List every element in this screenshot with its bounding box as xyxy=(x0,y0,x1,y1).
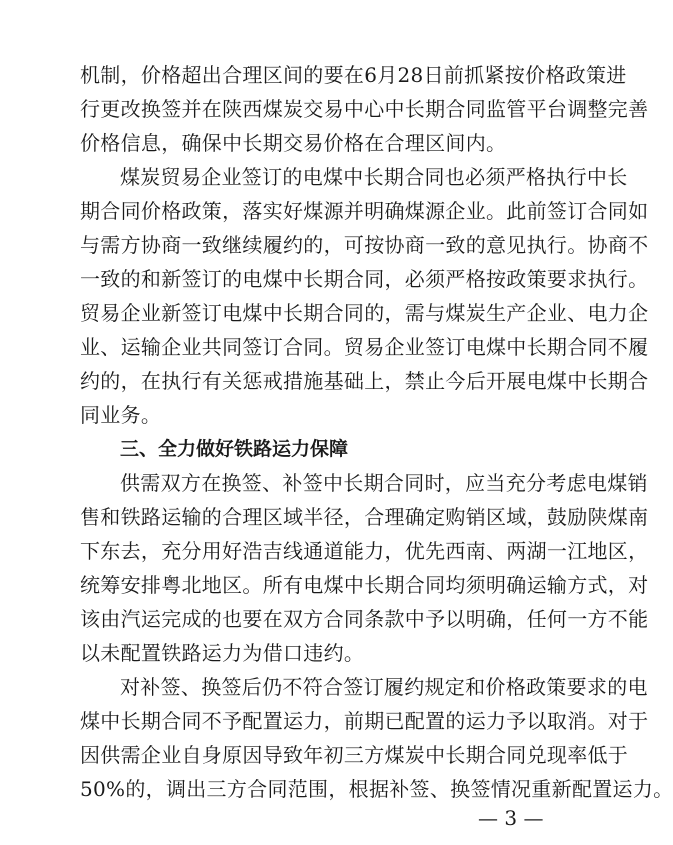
text-line: 售和铁路运输的合理区域半径，合理确定购销区域，鼓励陕煤南 xyxy=(80,505,649,529)
text-line: 供需双方在换签、补签中长期合同时，应当充分考虑电煤销 xyxy=(120,471,648,495)
text-line: 与需方协商一致继续履约的，可按协商一致的意见执行。协商不 xyxy=(80,233,649,257)
text-line: 机制，价格超出合理区间的要在6月28日前抓紧按价格政策进 xyxy=(80,63,627,87)
text-line: 煤中长期合同不予配置运力，前期已配置的运力予以取消。对于 xyxy=(80,709,649,733)
text-line: 价格信息，确保中长期交易价格在合理区间内。 xyxy=(80,131,507,155)
text-line: 煤炭贸易企业签订的电煤中长期合同也必须严格执行中长 xyxy=(120,165,628,189)
text-line: 行更改换签并在陕西煤炭交易中心中长期合同监管平台调整完善 xyxy=(80,97,649,121)
text-line: 贸易企业新签订电煤中长期合同的，需与煤炭生产企业、电力企 xyxy=(80,301,649,325)
text-line: 统筹安排粤北地区。所有电煤中长期合同均须明确运输方式，对 xyxy=(80,573,649,597)
text-line: 以未配置铁路运力为借口违约。 xyxy=(80,641,365,665)
page-number: — 3 — xyxy=(478,806,544,830)
text-line: 约的，在执行有关惩戒措施基础上，禁止今后开展电煤中长期合 xyxy=(80,369,649,393)
section-heading: 三、全力做好铁路运力保障 xyxy=(120,438,349,460)
text-line: 对补签、换签后仍不符合签订履约规定和价格政策要求的电 xyxy=(120,675,648,699)
text-line: 该由汽运完成的也要在双方合同条款中予以明确，任何一方不能 xyxy=(80,607,649,631)
text-line: 业、运输企业共同签订合同。贸易企业签订电煤中长期合同不履 xyxy=(80,335,649,359)
text-line: 50%的，调出三方合同范围，根据补签、换签情况重新配置运力。 xyxy=(80,777,673,801)
text-line: 同业务。 xyxy=(80,403,162,427)
text-line: 一致的和新签订的电煤中长期合同，必须严格按政策要求执行。 xyxy=(80,267,649,291)
text-line: 期合同价格政策，落实好煤源并明确煤源企业。此前签订合同如 xyxy=(80,199,649,223)
text-line: 下东去，充分用好浩吉线通道能力，优先西南、两湖一江地区， xyxy=(80,539,649,563)
text-line: 因供需企业自身原因导致年初三方煤炭中长期合同兑现率低于 xyxy=(80,743,629,767)
